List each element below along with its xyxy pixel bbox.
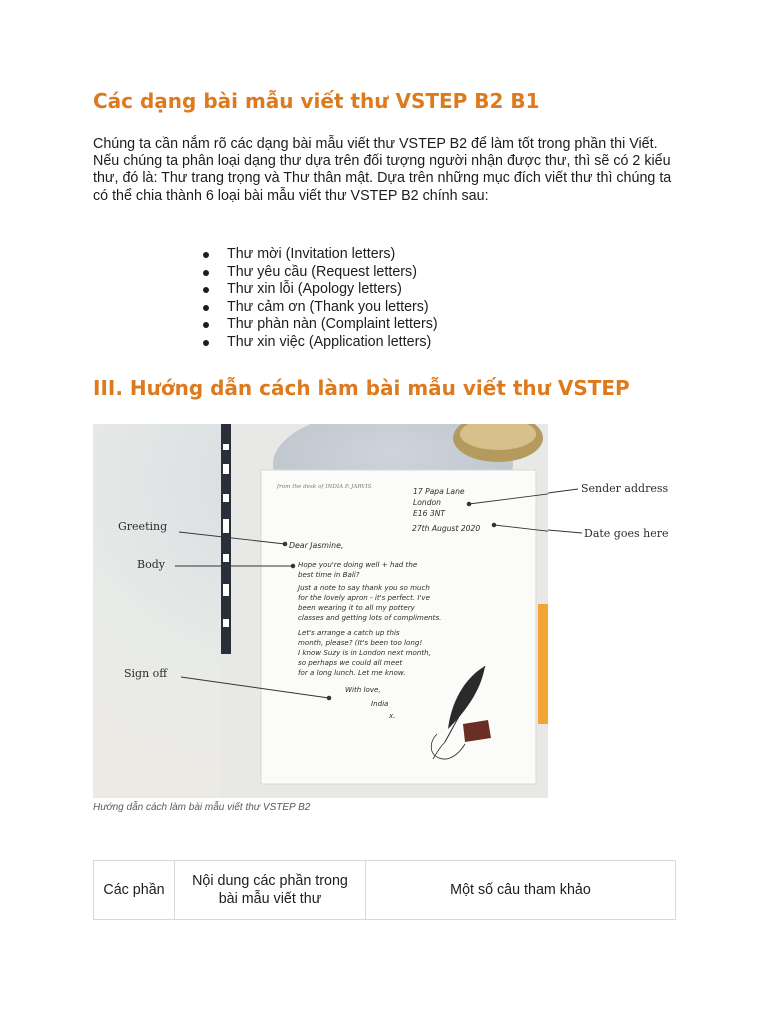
- table-header-row: [94, 861, 676, 920]
- label-body: Body: [137, 558, 165, 571]
- list-item: Thư mời (Invitation letters): [201, 246, 438, 264]
- list-item: Thư phàn nàn (Complaint letters): [201, 316, 438, 334]
- label-sender-address: Sender address: [581, 482, 669, 495]
- section-title-letter-types: Các dạng bài mẫu viết thư VSTEP B2 B1: [93, 89, 540, 113]
- svg-text:best time in Bali?: best time in Bali?: [298, 570, 360, 579]
- svg-text:Just a note to say thank you s: Just a note to say thank you so much: [298, 583, 430, 592]
- svg-text:With love,: With love,: [345, 685, 381, 694]
- label-signoff: Sign off: [124, 667, 168, 680]
- svg-text:so perhaps we could all meet: so perhaps we could all meet: [298, 658, 403, 667]
- svg-text:I know Suzy is in London next: I know Suzy is in London next month,: [298, 648, 431, 657]
- letter-header: from the desk of INDIA P. JARVIS: [277, 484, 372, 490]
- letter-greeting: Dear Jasmine,: [289, 541, 344, 550]
- svg-text:been wearing it to all my pott: been wearing it to all my pottery: [298, 603, 415, 612]
- letter-date: 27th August 2020: [412, 524, 481, 533]
- svg-text:for a long lunch. Let me know.: for a long lunch. Let me know.: [298, 668, 406, 677]
- svg-text:17 Papa Lane: 17 Papa Lane: [413, 487, 465, 496]
- intro-paragraph: Chúng ta cần nắm rõ các dạng bài mẫu viết thư VSTEP B2 để làm tốt trong phần thi Viết. Nếu chúng ta phân loại dạng thư dựa trên đối tượng người nhận được thư, thì sẽ có 2 kiểu thư, đó là: Thư trang trọng và Thư thân mật. Dựa trên những mục đích viết thư thì chúng ta có thể chia thành 6 loại bài mẫu viết thư VSTEP B2 chính sau:: [93, 136, 672, 204]
- section-title-writing-guide: III. Hướng dẫn cách làm bài mẫu viết thư VSTEP: [93, 376, 630, 400]
- letter-parts-table: [93, 860, 676, 920]
- svg-text:x.: x.: [389, 711, 396, 720]
- figure-caption: Hướng dẫn cách làm bài mẫu viết thư VSTEP B2: [93, 802, 311, 813]
- svg-text:Hope you're doing well + had t: Hope you're doing well + had the: [298, 560, 418, 569]
- svg-text:India: India: [371, 699, 389, 708]
- table-header-cell: Các phần: [94, 861, 175, 920]
- svg-text:E16 3NT: E16 3NT: [413, 509, 446, 518]
- label-date: Date goes here: [584, 527, 669, 540]
- svg-text:classes and getting lots of co: classes and getting lots of compliments.: [298, 613, 442, 622]
- svg-text:month, please? (It's been too: month, please? (It's been too long!: [298, 638, 423, 647]
- list-item: Thư cảm ơn (Thank you letters): [201, 299, 438, 317]
- list-item: Thư xin việc (Application letters): [201, 334, 438, 352]
- list-item: Thư yêu cầu (Request letters): [201, 264, 438, 282]
- table-header-cell: Nội dung các phần trong bài mẫu viết thư: [175, 861, 366, 920]
- list-item: Thư xin lỗi (Apology letters): [201, 281, 438, 299]
- svg-text:Let's arrange a catch up this: Let's arrange a catch up this: [298, 628, 400, 637]
- svg-text:London: London: [413, 498, 441, 507]
- svg-text:for the lovely apron - it's pe: for the lovely apron - it's perfect. I've: [298, 593, 430, 602]
- label-greeting: Greeting: [118, 520, 168, 533]
- table-header-cell: Một số câu tham khảo: [366, 861, 676, 920]
